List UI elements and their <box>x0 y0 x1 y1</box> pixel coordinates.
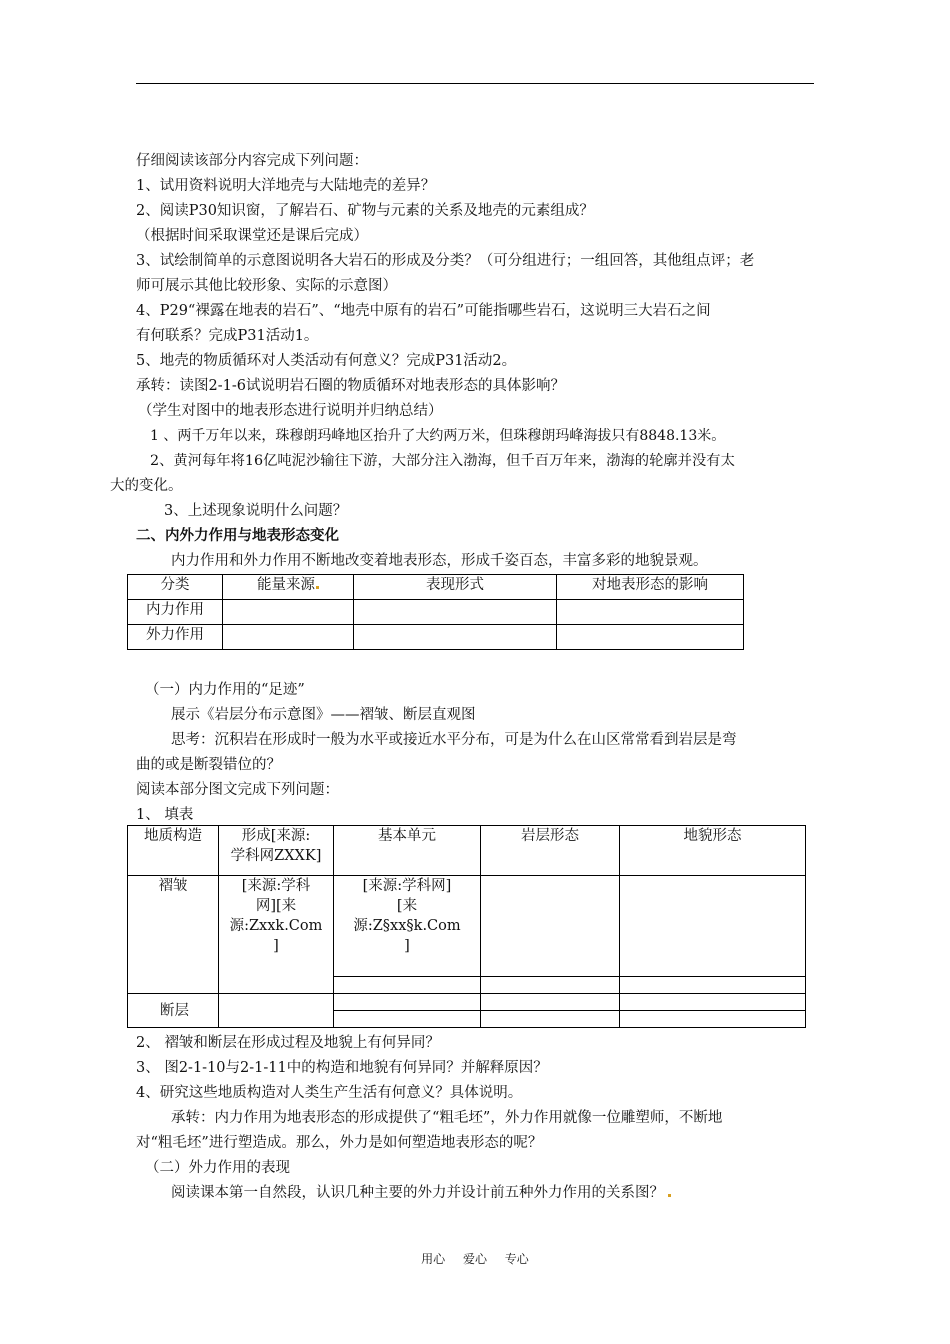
text-line: 仔细阅读该部分内容完成下列问题： <box>136 153 368 169</box>
table-cell <box>354 625 557 650</box>
section-heading: 二、内外力作用与地表形态变化 <box>136 527 339 544</box>
text-line: （学生对图中的地表形态进行说明并归纳总结） <box>138 403 443 419</box>
subsection-heading: （一）内力作用的“足迹” <box>145 682 305 698</box>
table-cell <box>620 876 806 977</box>
table-header: 对地表形态的影响 <box>557 575 744 600</box>
text-line: 1、试用资料说明大洋地壳与大陆地壳的差异？ <box>136 178 436 194</box>
text-line: 展示《岩层分布示意图》——褶皱、断层直观图 <box>171 707 476 723</box>
text-line: 3、 图2-1-10与2-1-11中的构造和地貌有何异同？并解释原因？ <box>136 1060 548 1076</box>
mark-dot <box>316 586 319 589</box>
row-label: 外力作用 <box>128 625 223 650</box>
table-header: 岩层形态 <box>481 826 620 876</box>
text-line: 5、地壳的物质循环对人类活动有何意义？完成P31活动2。 <box>136 353 517 369</box>
text-line: 曲的或是断裂错位的？ <box>136 757 281 773</box>
table-cell <box>334 1011 481 1028</box>
table-header: 地貌形态 <box>620 826 806 876</box>
table-cell <box>557 625 744 650</box>
table-cell <box>557 600 744 625</box>
table-cell <box>481 1011 620 1028</box>
page-footer: 用心 爱心 专心 <box>421 1252 529 1266</box>
table-cell <box>620 977 806 994</box>
table-header: 分类 <box>128 575 223 600</box>
table-cell <box>334 977 481 994</box>
text-line: 3、上述现象说明什么问题？ <box>164 503 348 519</box>
table-header: 表现形式 <box>354 575 557 600</box>
text-line: 4、研究这些地质构造对人类生产生活有何意义？具体说明。 <box>136 1085 523 1101</box>
table-cell: [来源:学科网] [来 源:Z§xx§k.Com ] <box>334 876 481 977</box>
header-rule <box>136 83 814 84</box>
table-cell <box>354 600 557 625</box>
table-cell <box>481 876 620 977</box>
text-line: 1、 填表 <box>136 807 194 823</box>
text-line: 4、P29“裸露在地表的岩石”、“地壳中原有的岩石”可能指哪些岩石，这说明三大岩石之间 <box>136 303 711 319</box>
text-line: 2、黄河每年将16亿吨泥沙输往下游，大部分注入渤海，但千百万年来，渤海的轮廓并没有太 <box>150 453 735 469</box>
text-line: 阅读本部分图文完成下列问题： <box>136 782 339 798</box>
text-line: 承转：内力作用为地表形态的形成提供了“粗毛坯”，外力作用就像一位雕塑师，不断地 <box>171 1110 723 1126</box>
table-cell <box>620 994 806 1011</box>
table-cell <box>219 994 334 1028</box>
mark-dot <box>668 1194 671 1197</box>
table-cell <box>223 600 354 625</box>
row-label: 褶皱 <box>128 876 219 994</box>
structure-table <box>127 825 806 1028</box>
table-header: 能量来源 <box>223 575 354 600</box>
text-line: 2、 褶皱和断层在形成过程及地貌上有何异同？ <box>136 1035 440 1051</box>
subsection-heading: （二）外力作用的表现 <box>145 1160 290 1176</box>
text-line: 承转：读图2-1-6试说明岩石圈的物质循环对地表形态的具体影响？ <box>136 378 565 394</box>
text-line: 有何联系？完成P31活动1。 <box>136 328 319 344</box>
text-line: 2、阅读P30知识窗，了解岩石、矿物与元素的关系及地壳的元素组成？ <box>136 203 594 219</box>
text-line: （根据时间采取课堂还是课后完成） <box>136 228 368 244</box>
table-header: 形成[来源: 学科网ZXXK] <box>219 826 334 876</box>
table-cell <box>481 994 620 1011</box>
table-cell <box>223 625 354 650</box>
text-line: 内力作用和外力作用不断地改变着地表形态，形成千姿百态，丰富多彩的地貌景观。 <box>171 553 708 569</box>
table-header: 地质构造 <box>128 826 219 876</box>
text-line: 阅读课本第一自然段，认识几种主要的外力并设计前五种外力作用的关系图？ <box>171 1183 671 1203</box>
text-line: 大的变化。 <box>110 478 183 494</box>
text-line: 师可展示其他比较形象、实际的示意图） <box>136 278 397 294</box>
text-line: 1 、两千万年以来，珠穆朗玛峰地区抬升了大约两万米，但珠穆朗玛峰海拔只有8848.13米。 <box>150 428 726 444</box>
row-label: 内力作用 <box>128 600 223 625</box>
text-line: 3、试绘制简单的示意图说明各大岩石的形成及分类？（可分组进行；一组回答，其他组点评；老 <box>136 253 755 269</box>
table-header: 基本单元 <box>334 826 481 876</box>
text-line: 思考：沉积岩在形成时一般为水平或接近水平分布，可是为什么在山区常常看到岩层是弯 <box>171 732 737 748</box>
table-cell <box>481 977 620 994</box>
table-cell <box>334 994 481 1011</box>
text-line: 对“粗毛坯”进行塑造成。那么，外力是如何塑造地表形态的呢？ <box>136 1135 543 1151</box>
table-cell <box>620 1011 806 1028</box>
forces-table <box>127 574 744 650</box>
table-cell: [来源:学科 网][来 源:Zxxk.Com ] <box>219 876 334 994</box>
row-label: 断层 <box>128 994 219 1028</box>
